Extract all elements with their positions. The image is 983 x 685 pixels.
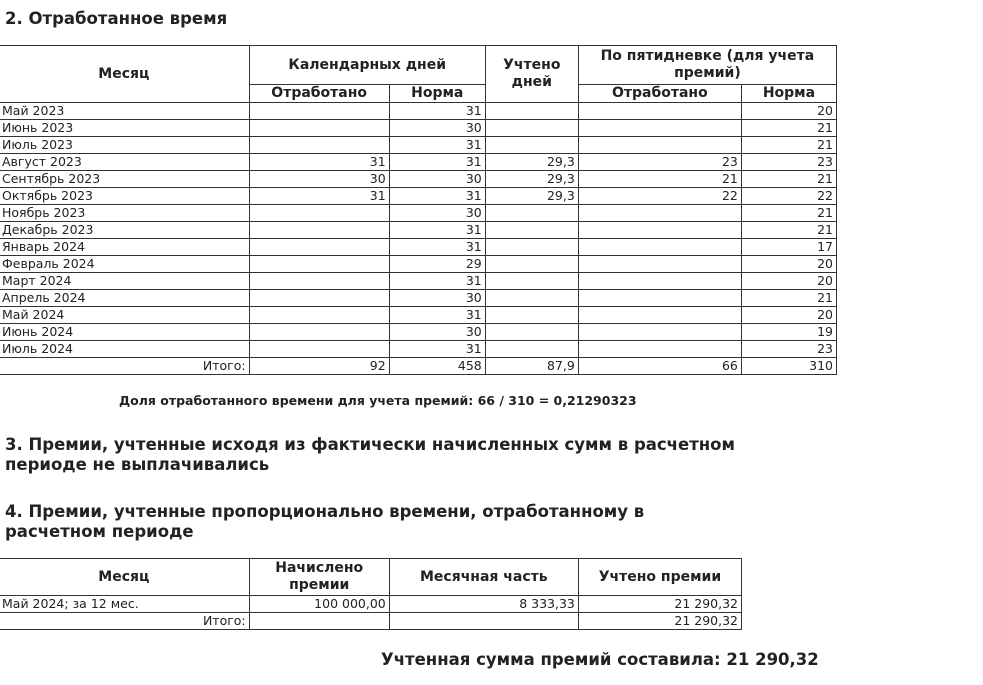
total-five-norm: 310 — [741, 358, 836, 375]
cell-five-worked — [578, 273, 741, 290]
cell-cal-worked — [249, 205, 389, 222]
cell-counted — [485, 324, 578, 341]
header-monthly-part: Месячная часть — [389, 559, 578, 596]
cell-month: Апрель 2024 — [0, 290, 249, 307]
table-row — [0, 154, 837, 171]
cell-cal-worked — [249, 307, 389, 324]
cell-counted — [485, 137, 578, 154]
cell-month: Январь 2024 — [0, 239, 249, 256]
cell-month: Сентябрь 2023 — [0, 171, 249, 188]
cell-counted: 29,3 — [485, 188, 578, 205]
cell-counted — [485, 103, 578, 120]
cell-five-norm: 21 — [741, 205, 836, 222]
total-label: Итого: — [0, 358, 249, 375]
cell-cal-worked: 30 — [249, 171, 389, 188]
cell-counted: 29,3 — [485, 171, 578, 188]
table-row — [0, 307, 837, 324]
cell-cal-norm: 31 — [389, 137, 485, 154]
header-counted-days: Учтено дней — [485, 46, 578, 103]
cell-month: Май 2024 — [0, 307, 249, 324]
cell-cal-worked — [249, 324, 389, 341]
header-five-day-week: По пятидневке (для учета премий) — [578, 46, 836, 85]
cell-cal-worked — [249, 341, 389, 358]
cell-five-norm: 17 — [741, 239, 836, 256]
cell-five-norm: 20 — [741, 256, 836, 273]
section-3-title — [5, 435, 735, 475]
total-cal-worked: 92 — [249, 358, 389, 375]
cell-cal-worked — [249, 239, 389, 256]
cell-counted — [485, 341, 578, 358]
total-label: Итого: — [0, 613, 249, 630]
section-3-title-line1: 3. Премии, учтенные исходя из фактически начисленных сумм в расчетном — [5, 435, 735, 454]
header-cal-norm: Норма — [389, 85, 485, 103]
header-cal-worked: Отработано — [249, 85, 389, 103]
cell-five-norm: 20 — [741, 273, 836, 290]
cell-five-worked — [578, 307, 741, 324]
cell-five-norm: 21 — [741, 171, 836, 188]
cell-counted — [485, 222, 578, 239]
cell-cal-worked — [249, 137, 389, 154]
cell-cal-norm: 31 — [389, 154, 485, 171]
cell-cal-worked — [249, 273, 389, 290]
cell-counted — [485, 239, 578, 256]
cell-five-norm: 22 — [741, 188, 836, 205]
total-cal-norm: 458 — [389, 358, 485, 375]
cell-month: Июль 2024 — [0, 341, 249, 358]
total-counted-bonus: 21 290,32 — [578, 613, 741, 630]
cell-month: Июнь 2024 — [0, 324, 249, 341]
table-row — [0, 273, 837, 290]
cell-cal-norm: 30 — [389, 290, 485, 307]
cell-five-norm: 23 — [741, 154, 836, 171]
cell-five-worked: 22 — [578, 188, 741, 205]
cell-five-worked — [578, 324, 741, 341]
header-counted-bonus: Учтено премии — [578, 559, 741, 596]
cell-cal-worked — [249, 256, 389, 273]
cell-month: Февраль 2024 — [0, 256, 249, 273]
cell-month: Май 2023 — [0, 103, 249, 120]
section-3-title-line2: периоде не выплачивались — [5, 455, 270, 474]
total-row — [0, 613, 742, 630]
cell-counted — [485, 256, 578, 273]
cell-cal-norm: 31 — [389, 188, 485, 205]
header-calendar-days: Календарных дней — [249, 46, 485, 85]
total-five-worked: 66 — [578, 358, 741, 375]
section-4-title-line1: 4. Премии, учтенные пропорционально времени, отработанному в — [5, 502, 645, 521]
header-accrued: Начислено премии — [249, 559, 389, 596]
cell-five-norm: 19 — [741, 324, 836, 341]
table-row — [0, 596, 742, 613]
worked-time-table — [0, 45, 837, 375]
table-row — [0, 256, 837, 273]
cell-cal-norm: 31 — [389, 307, 485, 324]
section-4-title — [5, 502, 644, 542]
table-row — [0, 103, 837, 120]
cell-cal-norm: 30 — [389, 324, 485, 341]
cell-five-worked — [578, 290, 741, 307]
cell-five-norm: 21 — [741, 290, 836, 307]
cell-month: Май 2024; за 12 мес. — [0, 596, 249, 613]
cell-cal-worked — [249, 222, 389, 239]
cell-cal-norm: 29 — [389, 256, 485, 273]
cell-month: Ноябрь 2023 — [0, 205, 249, 222]
cell-five-norm: 23 — [741, 341, 836, 358]
cell-five-worked — [578, 341, 741, 358]
cell-counted — [485, 290, 578, 307]
cell-five-worked — [578, 256, 741, 273]
total-row — [0, 358, 837, 375]
cell-cal-norm: 31 — [389, 239, 485, 256]
worked-time-ratio: Доля отработанного времени для учета премий: 66 / 310 = 0,21290323 — [119, 393, 637, 408]
section-2-title: 2. Отработанное время — [5, 9, 228, 28]
cell-month: Август 2023 — [0, 154, 249, 171]
cell-cal-worked — [249, 120, 389, 137]
cell-month: Октябрь 2023 — [0, 188, 249, 205]
cell-five-norm: 21 — [741, 137, 836, 154]
cell-month: Март 2024 — [0, 273, 249, 290]
header-month: Месяц — [0, 46, 249, 103]
header-five-norm: Норма — [741, 85, 836, 103]
cell-counted — [485, 205, 578, 222]
cell-five-norm: 21 — [741, 120, 836, 137]
cell-cal-norm: 30 — [389, 205, 485, 222]
cell-counted — [485, 120, 578, 137]
cell-five-norm: 20 — [741, 307, 836, 324]
cell-five-worked — [578, 137, 741, 154]
table-row — [0, 222, 837, 239]
table-row — [0, 324, 837, 341]
cell-cal-norm: 31 — [389, 103, 485, 120]
table-row — [0, 239, 837, 256]
cell-five-worked — [578, 120, 741, 137]
cell-cal-norm: 31 — [389, 273, 485, 290]
cell-cal-worked — [249, 103, 389, 120]
cell-cal-norm: 30 — [389, 171, 485, 188]
header-month: Месяц — [0, 559, 249, 596]
cell-cal-worked: 31 — [249, 154, 389, 171]
total-counted: 87,9 — [485, 358, 578, 375]
total-monthly-part — [389, 613, 578, 630]
table-row — [0, 137, 837, 154]
table-row — [0, 188, 837, 205]
cell-cal-norm: 30 — [389, 120, 485, 137]
final-bonus-sum: Учтенная сумма премий составила: 21 290,32 — [381, 650, 819, 669]
cell-month: Июль 2023 — [0, 137, 249, 154]
cell-counted-bonus: 21 290,32 — [578, 596, 741, 613]
cell-five-worked — [578, 103, 741, 120]
cell-five-norm: 20 — [741, 103, 836, 120]
table-row — [0, 120, 837, 137]
cell-cal-norm: 31 — [389, 222, 485, 239]
section-4-title-line2: расчетном периоде — [5, 522, 194, 541]
cell-counted — [485, 307, 578, 324]
header-five-worked: Отработано — [578, 85, 741, 103]
cell-counted: 29,3 — [485, 154, 578, 171]
cell-five-worked — [578, 205, 741, 222]
table-row — [0, 290, 837, 307]
cell-accrued: 100 000,00 — [249, 596, 389, 613]
total-accrued — [249, 613, 389, 630]
cell-five-worked — [578, 222, 741, 239]
cell-five-worked: 21 — [578, 171, 741, 188]
cell-five-worked: 23 — [578, 154, 741, 171]
cell-cal-norm: 31 — [389, 341, 485, 358]
bonus-table — [0, 558, 742, 630]
cell-five-worked — [578, 239, 741, 256]
table-row — [0, 341, 837, 358]
table-row — [0, 205, 837, 222]
table-row — [0, 171, 837, 188]
cell-month: Июнь 2023 — [0, 120, 249, 137]
cell-month: Декабрь 2023 — [0, 222, 249, 239]
cell-cal-worked — [249, 290, 389, 307]
cell-cal-worked: 31 — [249, 188, 389, 205]
cell-counted — [485, 273, 578, 290]
cell-monthly-part: 8 333,33 — [389, 596, 578, 613]
cell-five-norm: 21 — [741, 222, 836, 239]
